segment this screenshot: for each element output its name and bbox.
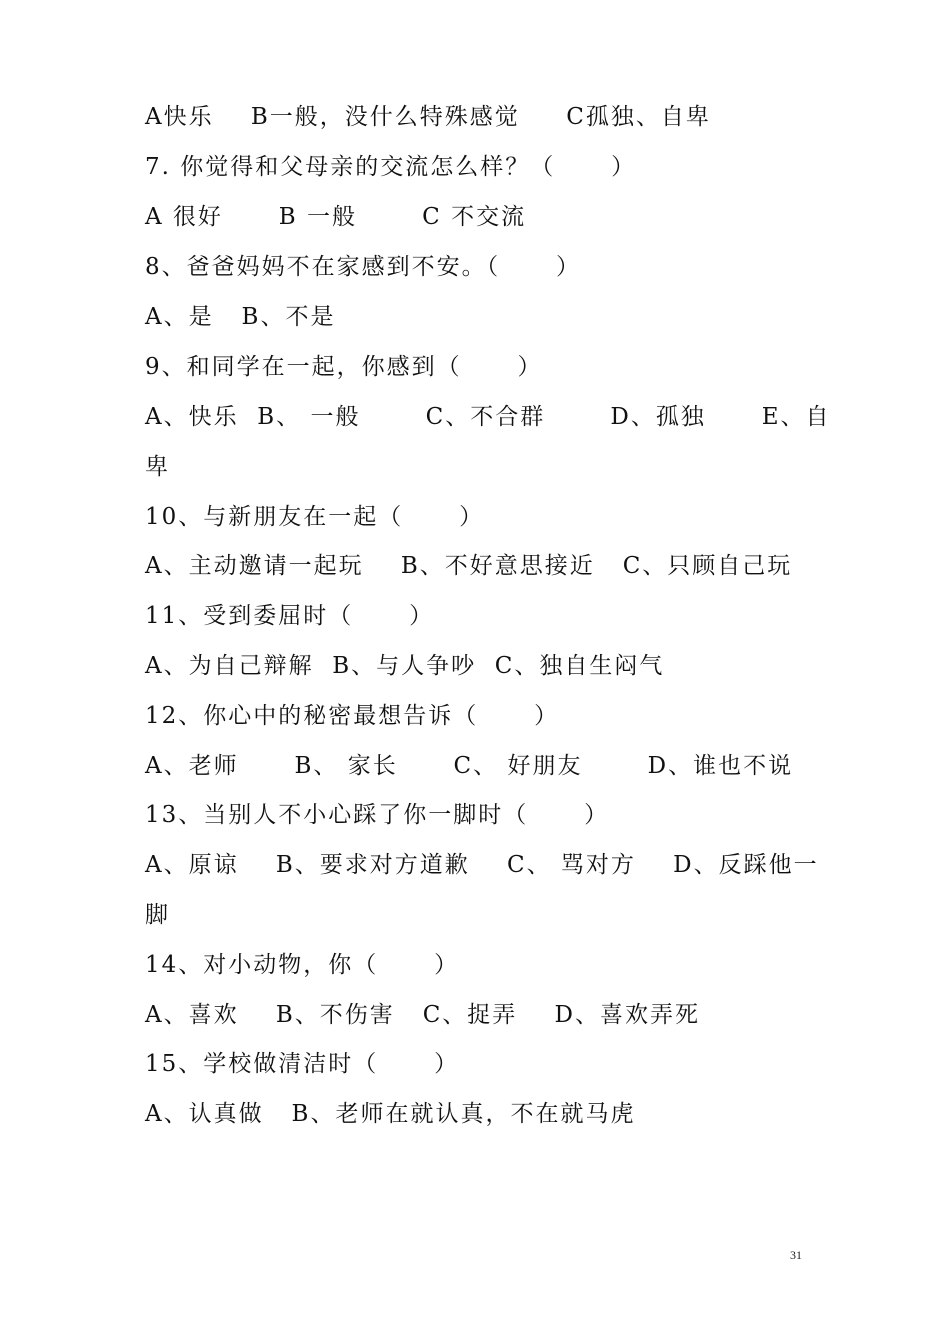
q9-options: A、快乐 B、 一般 C、不合群 D、孤独 E、自 bbox=[145, 404, 831, 430]
q8-question: 8、爸爸妈妈不在家感到不安。（ ） bbox=[145, 254, 581, 280]
q7-question: 7. 你觉得和父母亲的交流怎么样？（ ） bbox=[145, 154, 637, 180]
q13-options-continued: 脚 bbox=[145, 902, 170, 928]
q14-options: A、喜欢 B、不伤害 C、捉弄 D、喜欢弄死 bbox=[145, 1002, 700, 1028]
q14-question: 14、对小动物，你（ ） bbox=[145, 952, 460, 978]
q9-question: 9、和同学在一起，你感到（ ） bbox=[145, 354, 543, 380]
q12-options: A、老师 B、 家长 C、 好朋友 D、谁也不说 bbox=[145, 753, 794, 779]
q11-options: A、为自己辩解 B、与人争吵 C、独自生闷气 bbox=[145, 653, 665, 679]
q7-options: A 很好 B 一般 C 不交流 bbox=[145, 204, 527, 230]
q6-options: A快乐 B一般，没什么特殊感觉 C孤独、自卑 bbox=[145, 104, 711, 130]
q10-options: A、主动邀请一起玩 B、不好意思接近 C、只顾自己玩 bbox=[145, 553, 793, 579]
q12-question: 12、你心中的秘密最想告诉（ ） bbox=[145, 703, 560, 729]
q13-options: A、原谅 B、要求对方道歉 C、 骂对方 D、反踩他一 bbox=[145, 852, 819, 878]
q15-question: 15、学校做清洁时（ ） bbox=[145, 1051, 460, 1077]
q9-options-continued: 卑 bbox=[145, 454, 170, 480]
page-number: 31 bbox=[790, 1248, 802, 1262]
q11-question: 11、受到委屈时（ ） bbox=[145, 603, 435, 629]
q10-question: 10、与新朋友在一起（ ） bbox=[145, 504, 485, 530]
q13-question: 13、当别人不小心踩了你一脚时（ ） bbox=[145, 802, 610, 828]
q15-options: A、认真做 B、老师在就认真，不在就马虎 bbox=[145, 1101, 636, 1127]
q8-options: A、是 B、不是 bbox=[145, 304, 336, 330]
